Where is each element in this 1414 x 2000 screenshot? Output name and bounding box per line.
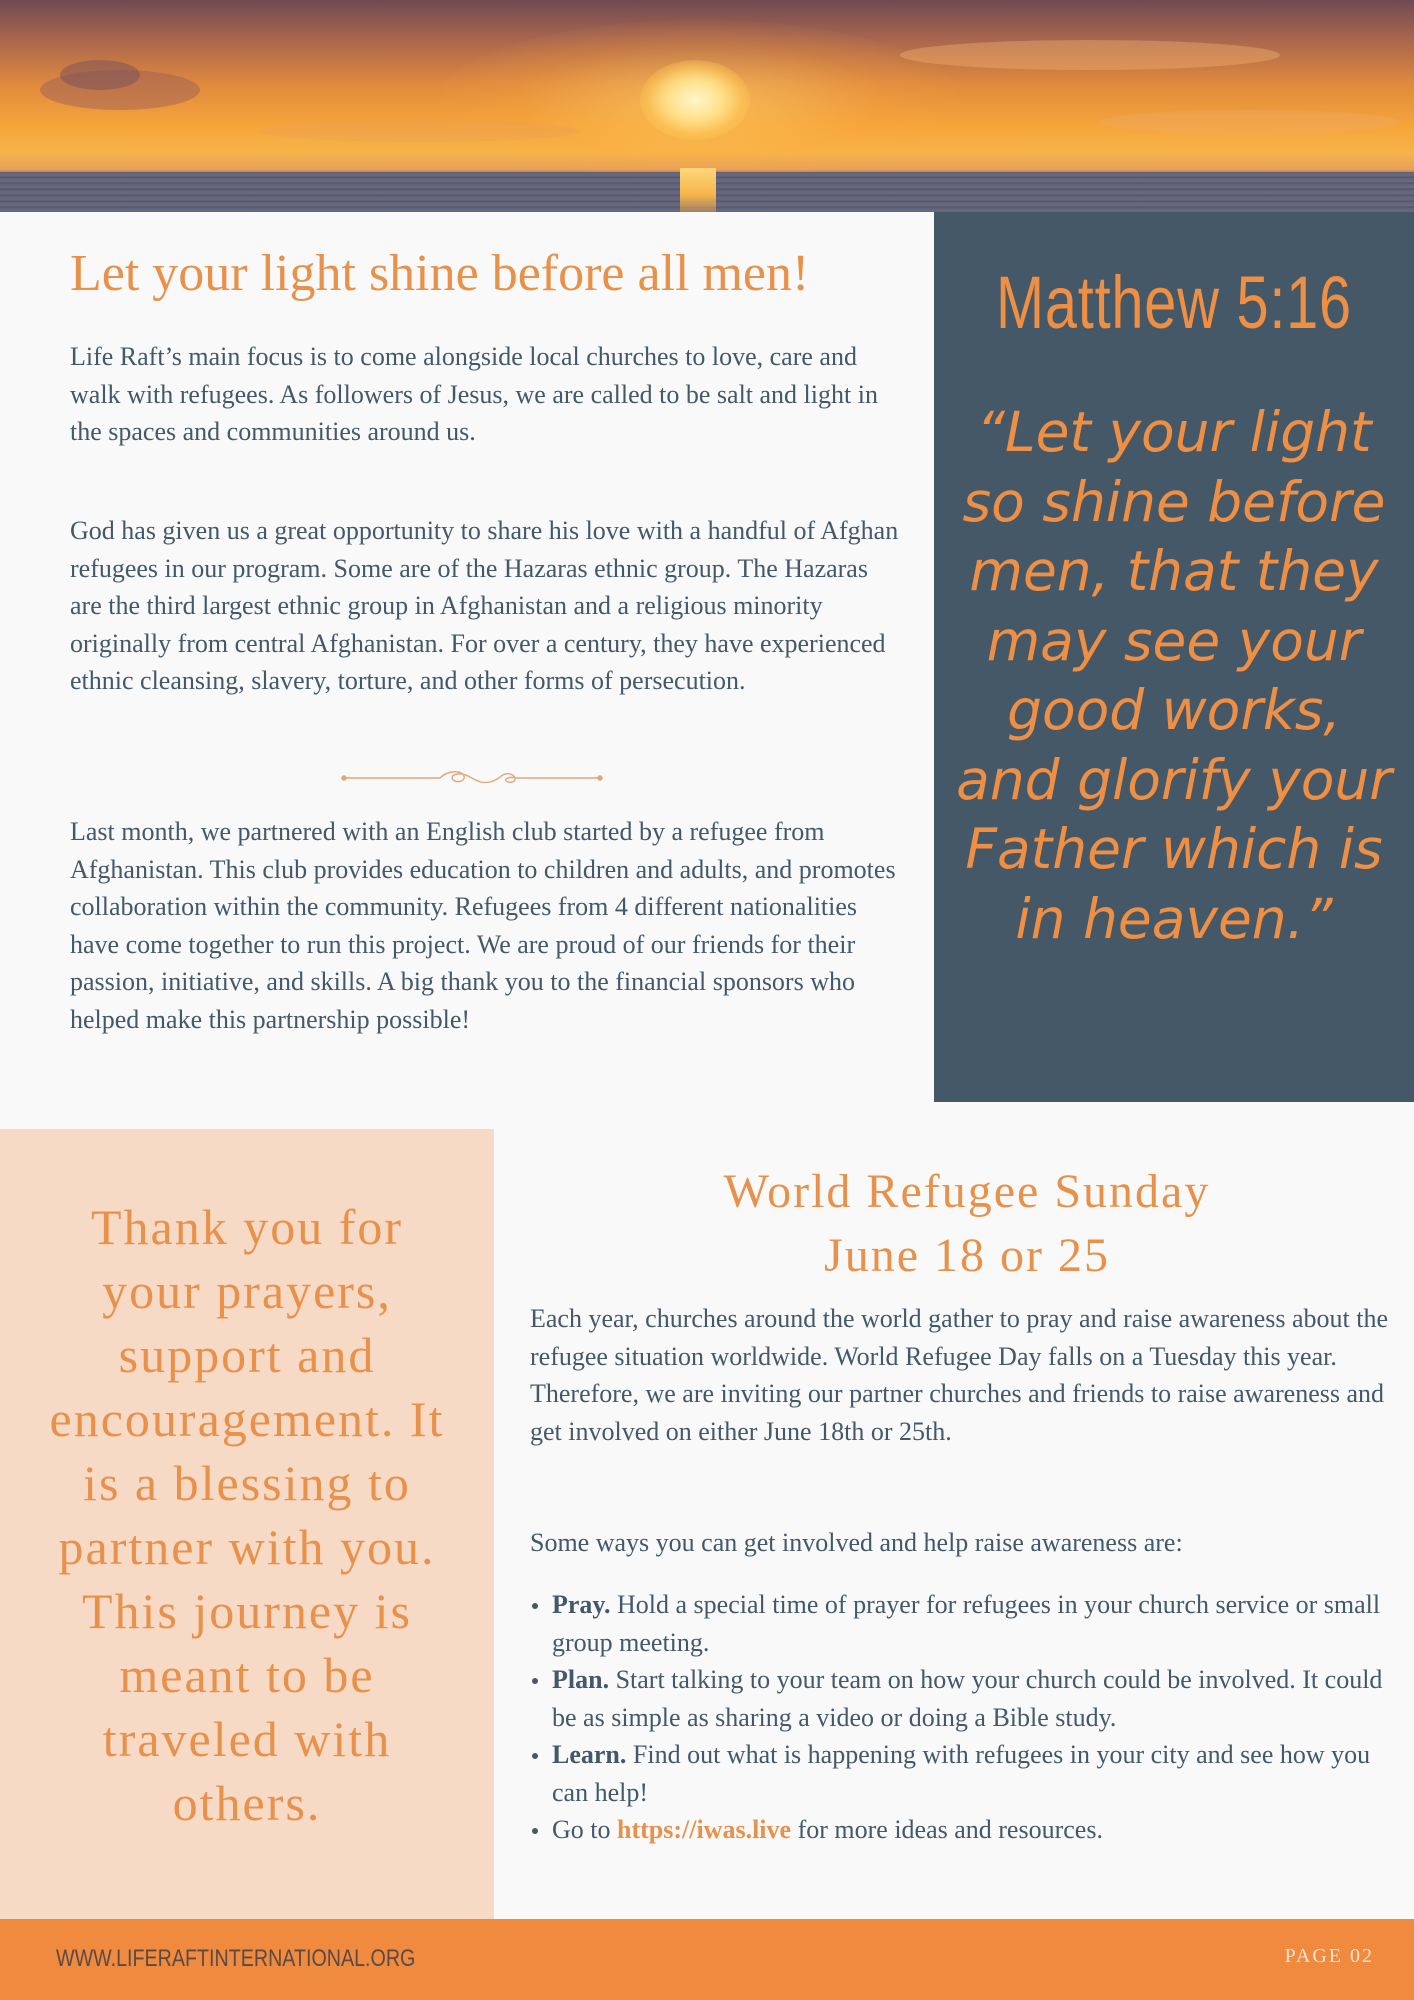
ornamental-divider [340,766,604,790]
article-headline: Let your light shine before all men! [70,245,810,302]
goto-prefix: Go to [552,1815,617,1844]
article-paragraph: Life Raft’s main focus is to come alongside local churches to love, care and walk with refugees. As followers of Jesus, we are called to be salt and light in the spaces and communities around us. [70,342,878,446]
page-number: PAGE 02 [1284,1945,1374,1967]
list-item [530,1811,1390,1849]
list-item-text: Hold a special time of prayer for refugees in your church service or small group meeting. [552,1590,1381,1657]
verse-text: “Let your light so shine before men, that they may see your good works, and glorify your Father which is in heaven.” [956,400,1392,951]
iwas-link[interactable]: https://iwas.live [617,1815,792,1844]
list-item-text: Start talking to your team on how your church could be involved. It could be as simple as sharing a video or doing a Bible study. [552,1665,1383,1732]
list-item-lead: Learn. [552,1740,627,1769]
article-paragraph: God has given us a great opportunity to share his love with a handful of Afghan refugees in our program. Some are of the Hazaras ethnic group. The Hazaras are the third largest ethnic group in Afghanistan and a religious minority originally from central Afghanistan. For over a century, they have experienced ethnic cleansing, slavery, torture, and other forms of persecution. [70,516,899,695]
list-item-text: Find out what is happening with refugees in your city and see how you can help! [552,1740,1371,1807]
world-refugee-sunday-title [510,1160,1414,1288]
list-item [530,1736,1390,1811]
website-link[interactable]: WWW.LIFERAFTINTERNATIONAL.ORG [56,1945,416,1972]
title-line: World Refugee Sunday [723,1165,1211,1218]
thank-you-box [0,1129,494,1919]
list-item [530,1661,1390,1736]
goto-suffix: for more ideas and resources. [791,1815,1103,1844]
article-paragraph: Last month, we partnered with an English club started by a refugee from Afghanistan. This club provides education to children and adults, and promotes collaboration within the community. Refugees from 4 different nationalities have come together to run this project. We are proud of our friends for their passion, initiative, and skills. A big thank you to the financial sponsors who helped make this partnership possible! [70,817,896,1034]
footer-bar [0,1919,1414,2000]
ways-list [530,1586,1390,1849]
list-item [530,1586,1390,1661]
refugee-sunday-intro: Each year, churches around the world gather to pray and raise awareness about the refugee situation worldwide. World Refugee Day falls on a Tuesday this year. Therefore, we are inviting our partner churches and friends to raise awareness and get involved on either June 18th or 25th. [530,1304,1389,1446]
title-date-line: June 18 or 25 [824,1229,1110,1282]
sunset-banner-image [0,0,1414,212]
scripture-quote-box [934,212,1414,1102]
thank-you-message: Thank you for your prayers, support and encouragement. It is a blessing to partner with you. This journey is meant to be traveled with others. [49,1199,445,1831]
verse-reference: Matthew 5:16 [996,261,1352,344]
ways-intro: Some ways you can get involved and help raise awareness are: [530,1528,1183,1557]
list-item-lead: Plan. [552,1665,610,1694]
list-item-lead: Pray. [552,1590,611,1619]
